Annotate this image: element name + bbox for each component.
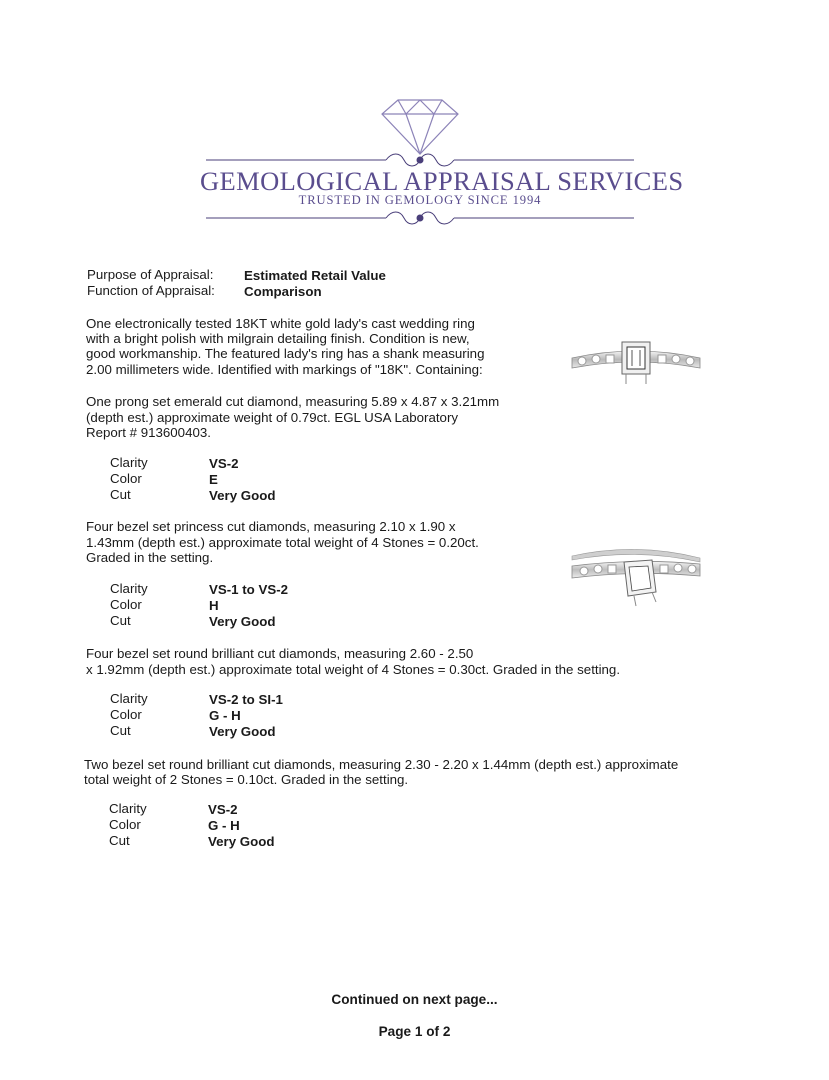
- function-value: Comparison: [244, 284, 322, 299]
- company-logo: [200, 92, 684, 232]
- grade-label: Cut: [109, 833, 130, 848]
- grade-value: Very Good: [209, 488, 276, 503]
- grade-label: Clarity: [110, 691, 148, 706]
- grade-label: Cut: [110, 487, 131, 502]
- ornament-top-icon: [206, 154, 634, 166]
- grade-value: VS-2 to SI-1: [209, 692, 283, 707]
- stone-desc-line: x 1.92mm (depth est.) approximate total weight of 4 Stones = 0.30ct. Graded in the setting.: [86, 662, 621, 677]
- continued-note: Continued on next page...: [331, 992, 498, 1007]
- grade-value: Very Good: [208, 834, 275, 849]
- brand-tagline: TRUSTED IN GEMOLOGY SINCE 1994: [298, 193, 542, 207]
- grade-label: Clarity: [110, 581, 148, 596]
- grade-value: H: [209, 598, 219, 613]
- grade-label: Color: [110, 471, 142, 486]
- intro-line: good workmanship. The featured lady's ring has a shank measuring: [86, 346, 485, 361]
- purpose-label: Purpose of Appraisal:: [87, 267, 214, 282]
- grade-value: E: [209, 472, 218, 487]
- grade-label: Color: [110, 597, 142, 612]
- stone-desc-line: Report # 913600403.: [86, 425, 211, 440]
- grade-value: Very Good: [209, 724, 276, 739]
- grade-value: VS-2: [208, 802, 238, 817]
- purpose-value: Estimated Retail Value: [244, 268, 386, 283]
- grade-label: Color: [109, 817, 141, 832]
- function-label: Function of Appraisal:: [87, 283, 215, 298]
- intro-line: One electronically tested 18KT white gold lady's cast wedding ring: [86, 316, 475, 331]
- diamond-logo-icon: [382, 100, 458, 154]
- stone-desc-line: total weight of 2 Stones = 0.10ct. Graded in the setting.: [84, 772, 409, 787]
- page-number: Page 1 of 2: [378, 1024, 451, 1039]
- grade-label: Color: [110, 707, 142, 722]
- intro-line: 2.00 millimeters wide. Identified with markings of "18K". Containing:: [86, 362, 483, 377]
- stone-desc-line: Four bezel set princess cut diamonds, measuring 2.10 x 1.90 x: [86, 519, 456, 534]
- grade-value: G - H: [208, 818, 240, 833]
- ring-photo-side-view: [568, 330, 704, 390]
- grade-label: Cut: [110, 723, 131, 738]
- grade-value: Very Good: [209, 614, 276, 629]
- ornament-bottom-icon: [206, 212, 634, 224]
- intro-line: with a bright polish with milgrain detailing finish. Condition is new,: [86, 331, 470, 346]
- grade-value: G - H: [209, 708, 241, 723]
- grade-label: Cut: [110, 613, 131, 628]
- grade-value: VS-2: [209, 456, 239, 471]
- stone-desc-line: (depth est.) approximate weight of 0.79ct. EGL USA Laboratory: [86, 410, 459, 425]
- stone-desc-line: 1.43mm (depth est.) approximate total weight of 4 Stones = 0.20ct.: [86, 535, 479, 550]
- stone-desc-line: Graded in the setting.: [86, 550, 214, 565]
- grade-label: Clarity: [110, 455, 148, 470]
- ring-photo-angle-view: [566, 538, 706, 610]
- stone-desc-line: Four bezel set round brilliant cut diamonds, measuring 2.60 - 2.50: [86, 646, 474, 661]
- stone-desc-line: One prong set emerald cut diamond, measuring 5.89 x 4.87 x 3.21mm: [86, 394, 500, 409]
- brand-title: GEMOLOGICAL APPRAISAL SERVICES: [200, 166, 684, 196]
- grade-label: Clarity: [109, 801, 147, 816]
- grade-value: VS-1 to VS-2: [209, 582, 289, 597]
- stone-desc-line: Two bezel set round brilliant cut diamonds, measuring 2.30 - 2.20 x 1.44mm (depth est.) approximate: [84, 757, 679, 772]
